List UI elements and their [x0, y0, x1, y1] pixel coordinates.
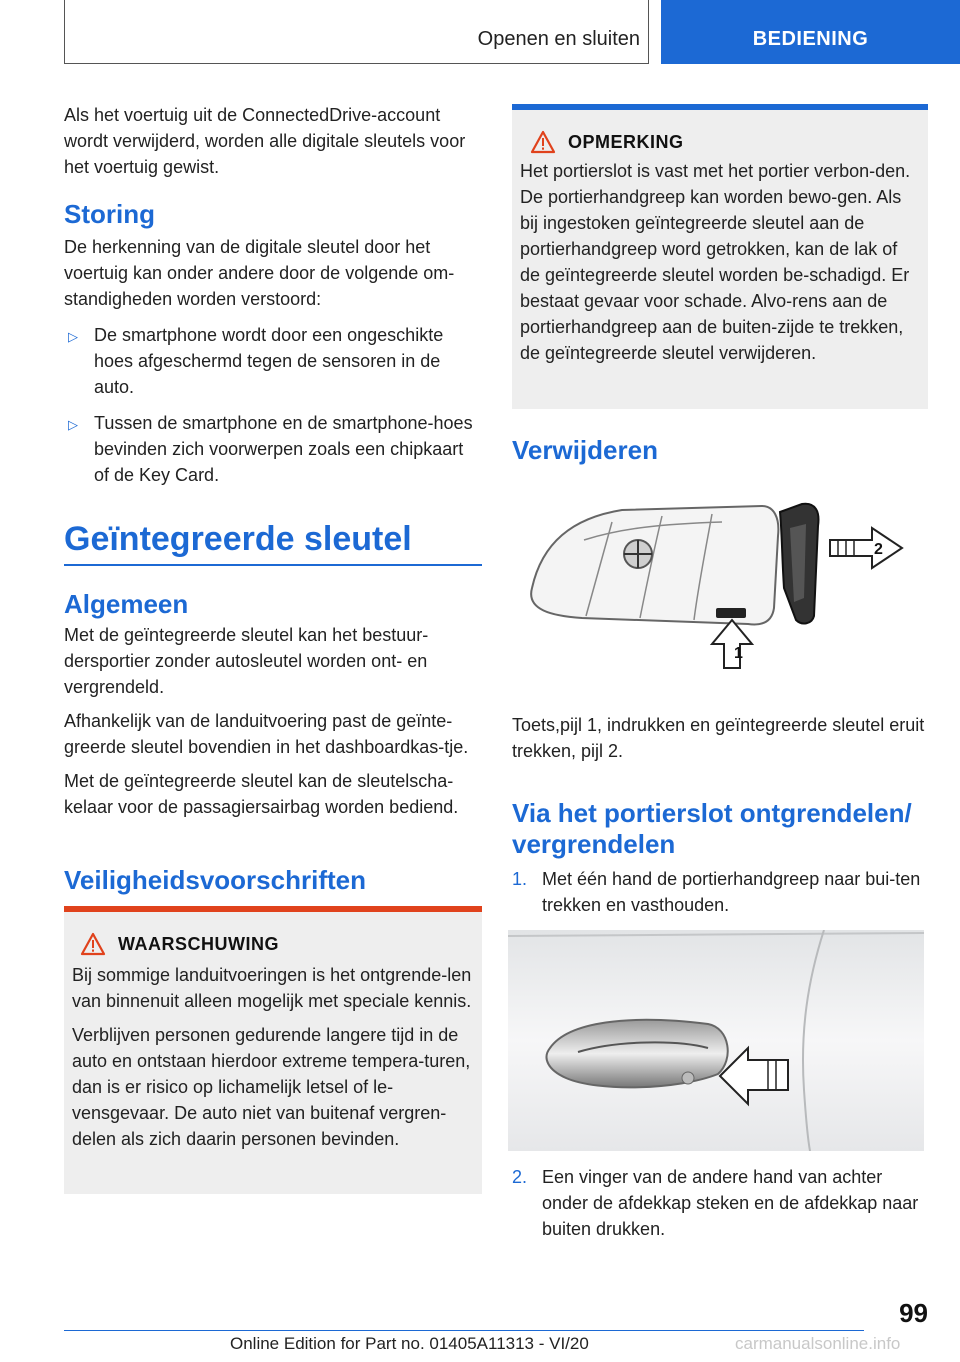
warning-paragraph-2: Verblijven personen gedurende langere tijd in de auto en ontstaan hierdoor extreme tempera-turen, dan is er risico op lichamelijk letsel of le-vensgevaar. De auto niet van buitenaf vergren-delen als zich daarin personen bevinden.	[72, 1025, 471, 1149]
warning-title: WAARSCHUWING	[118, 933, 279, 954]
step-number: 2.	[512, 1167, 528, 1187]
note-title: OPMERKING	[568, 131, 684, 152]
list-item: ▷ Tussen de smartphone en de smartphone-hoes bevinden zich voorwerpen zoals een chipkaart of de Key Card.	[68, 413, 473, 485]
warning-bar	[64, 906, 482, 912]
chapter-heading: Geïntegreerde sleutel	[64, 520, 412, 558]
caution-triangle-icon	[530, 130, 556, 154]
veilig-block	[64, 864, 482, 896]
header-chapter-tab[interactable]: BEDIENING	[661, 0, 960, 64]
list-item: 1. Met één hand de portierhandgreep naar bui-ten trekken en vasthouden.	[512, 866, 928, 918]
list-item: 2. Een vinger van de andere hand van achter onder de afdekkap steken en de afdekkap naar buiten drukken.	[512, 1164, 928, 1242]
chapter-divider	[64, 564, 482, 566]
door-handle-illustration	[508, 930, 924, 1151]
arrow-1-label: 1	[734, 645, 743, 662]
note-paragraph: Het portierslot is vast met het portier verbon-den. De portierhandgreep kan worden bewo-gen. Als bij ingestoken geïntegreerde sleutel aan de portierhandgreep word getrokken, kan de lak of de geïntegreerde sleutel worden be-schadigd. Er bestaat gevaar voor schade. Alvo-rens aan de portierhandgreep aan de buiten-zijde te trekken, de geïntegreerde sleutel verwijderen.	[520, 161, 911, 363]
footer-watermark: carmanualsonline.info	[735, 1334, 901, 1353]
key-caption: Toets,pijl 1, indrukken en geïntegreerde sleutel eruit trekken, pijl 2.	[512, 715, 925, 761]
storing-heading: Storing	[64, 199, 155, 229]
footer-edition: Online Edition for Part no. 01405A11313 - VI/20	[230, 1334, 589, 1353]
verwijderen-heading: Verwijderen	[512, 435, 658, 465]
intro-paragraph: Als het voertuig uit de ConnectedDrive-account wordt verwijderd, worden alle digitale sleutels voor het voertuig gewist.	[64, 105, 466, 177]
footer-divider	[64, 1330, 864, 1331]
step2-block	[512, 1164, 928, 1252]
door-handle-icon	[508, 930, 924, 1151]
via-heading: Via het portierslot ontgrendelen/ vergrendelen	[512, 798, 912, 859]
via-block	[512, 798, 928, 928]
algemeen-block	[64, 588, 482, 828]
arrow-2-label: 2	[874, 541, 883, 558]
warning-box	[64, 906, 482, 1194]
left-column	[64, 102, 482, 498]
chapter-block	[64, 518, 482, 566]
algemeen-paragraph-2: Afhankelijk van de landuitvoering past de geïnte-greerde sleutel bovendien in het dashboardkas-tje.	[64, 711, 469, 757]
note-bar	[512, 104, 928, 110]
triangle-bullet-icon: ▷	[68, 329, 78, 344]
note-box	[512, 104, 928, 409]
veiligheid-heading: Veiligheidsvoorschriften	[64, 865, 366, 895]
list-item: ▷ De smartphone wordt door een ongeschikte hoes afgeschermd tegen de sensoren in de auto.	[68, 325, 444, 397]
warning-triangle-icon	[80, 932, 106, 956]
storing-paragraph: De herkenning van de digitale sleutel door het voertuig kan onder andere door de volgende om-standigheden worden verstoord:	[64, 237, 455, 309]
header-section-title: Openen en sluiten	[477, 28, 640, 50]
caption-block	[512, 712, 928, 772]
step-number: 1.	[512, 869, 528, 889]
triangle-bullet-icon: ▷	[68, 417, 78, 432]
algemeen-paragraph-3: Met de geïntegreerde sleutel kan de sleutelscha-kelaar voor de passagiersairbag worden bediend.	[64, 771, 459, 817]
verwijderen-block	[512, 434, 928, 466]
warning-paragraph-1: Bij sommige landuitvoeringen is het ontgrende-len van binnenuit alleen mogelijk met speciale kennis.	[72, 965, 472, 1011]
key-fob-icon	[512, 488, 928, 684]
algemeen-paragraph-1: Met de geïntegreerde sleutel kan het bestuur-dersportier zonder autosleutel worden ont- en vergrendeld.	[64, 625, 429, 697]
page-number: 99	[899, 1298, 928, 1328]
key-illustration	[512, 488, 928, 684]
algemeen-heading: Algemeen	[64, 589, 189, 619]
